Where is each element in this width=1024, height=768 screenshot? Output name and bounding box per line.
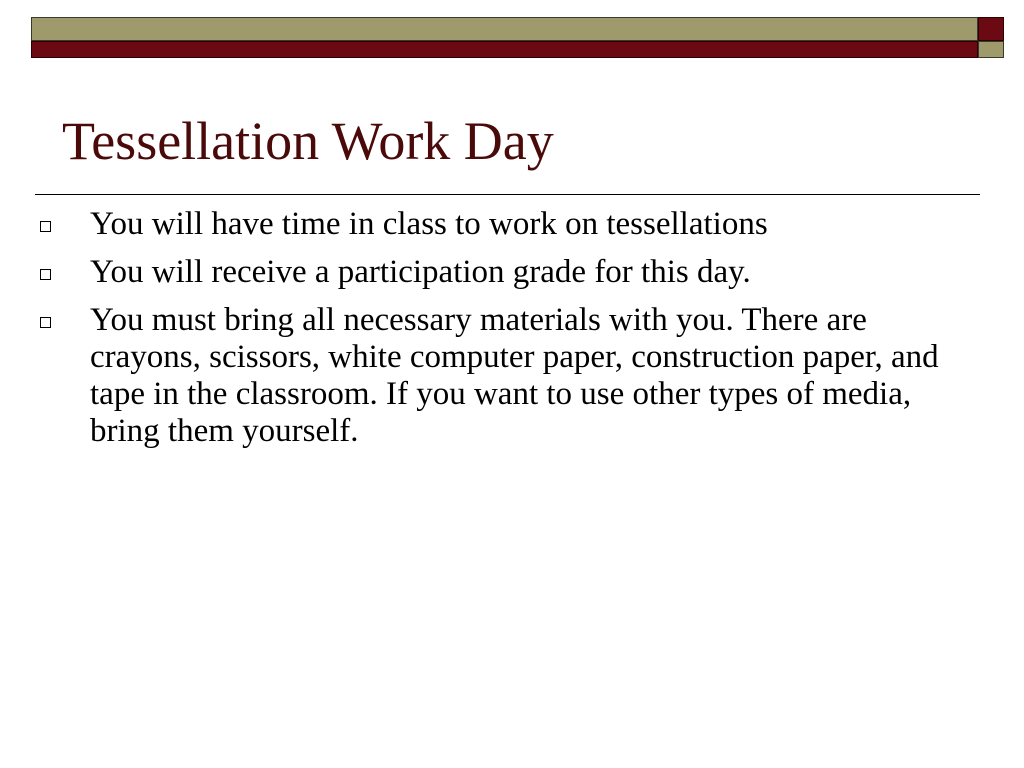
header-bar-maroon [31, 41, 978, 58]
header-square-maroon [978, 17, 1004, 41]
header-bar-olive [31, 17, 978, 41]
bullet-text: You will have time in class to work on tessellations [90, 206, 768, 242]
header-square-olive [978, 41, 1004, 58]
hollow-square-icon [40, 317, 51, 328]
bullet-list [40, 206, 980, 461]
bullet-item [40, 302, 980, 450]
bullet-text: You must bring all necessary materials with you. There are crayons, scissors, white computer paper, construction paper, and tape in the classroom. If you want to use other types of media, bring them yourself. [90, 302, 939, 449]
bullet-item [40, 254, 980, 291]
hollow-square-icon [40, 221, 51, 232]
title-divider [35, 194, 980, 195]
hollow-square-icon [40, 269, 51, 280]
slide-title: Tessellation Work Day [62, 111, 554, 171]
bullet-item [40, 206, 980, 243]
bullet-text: You will receive a participation grade for this day. [90, 254, 751, 290]
